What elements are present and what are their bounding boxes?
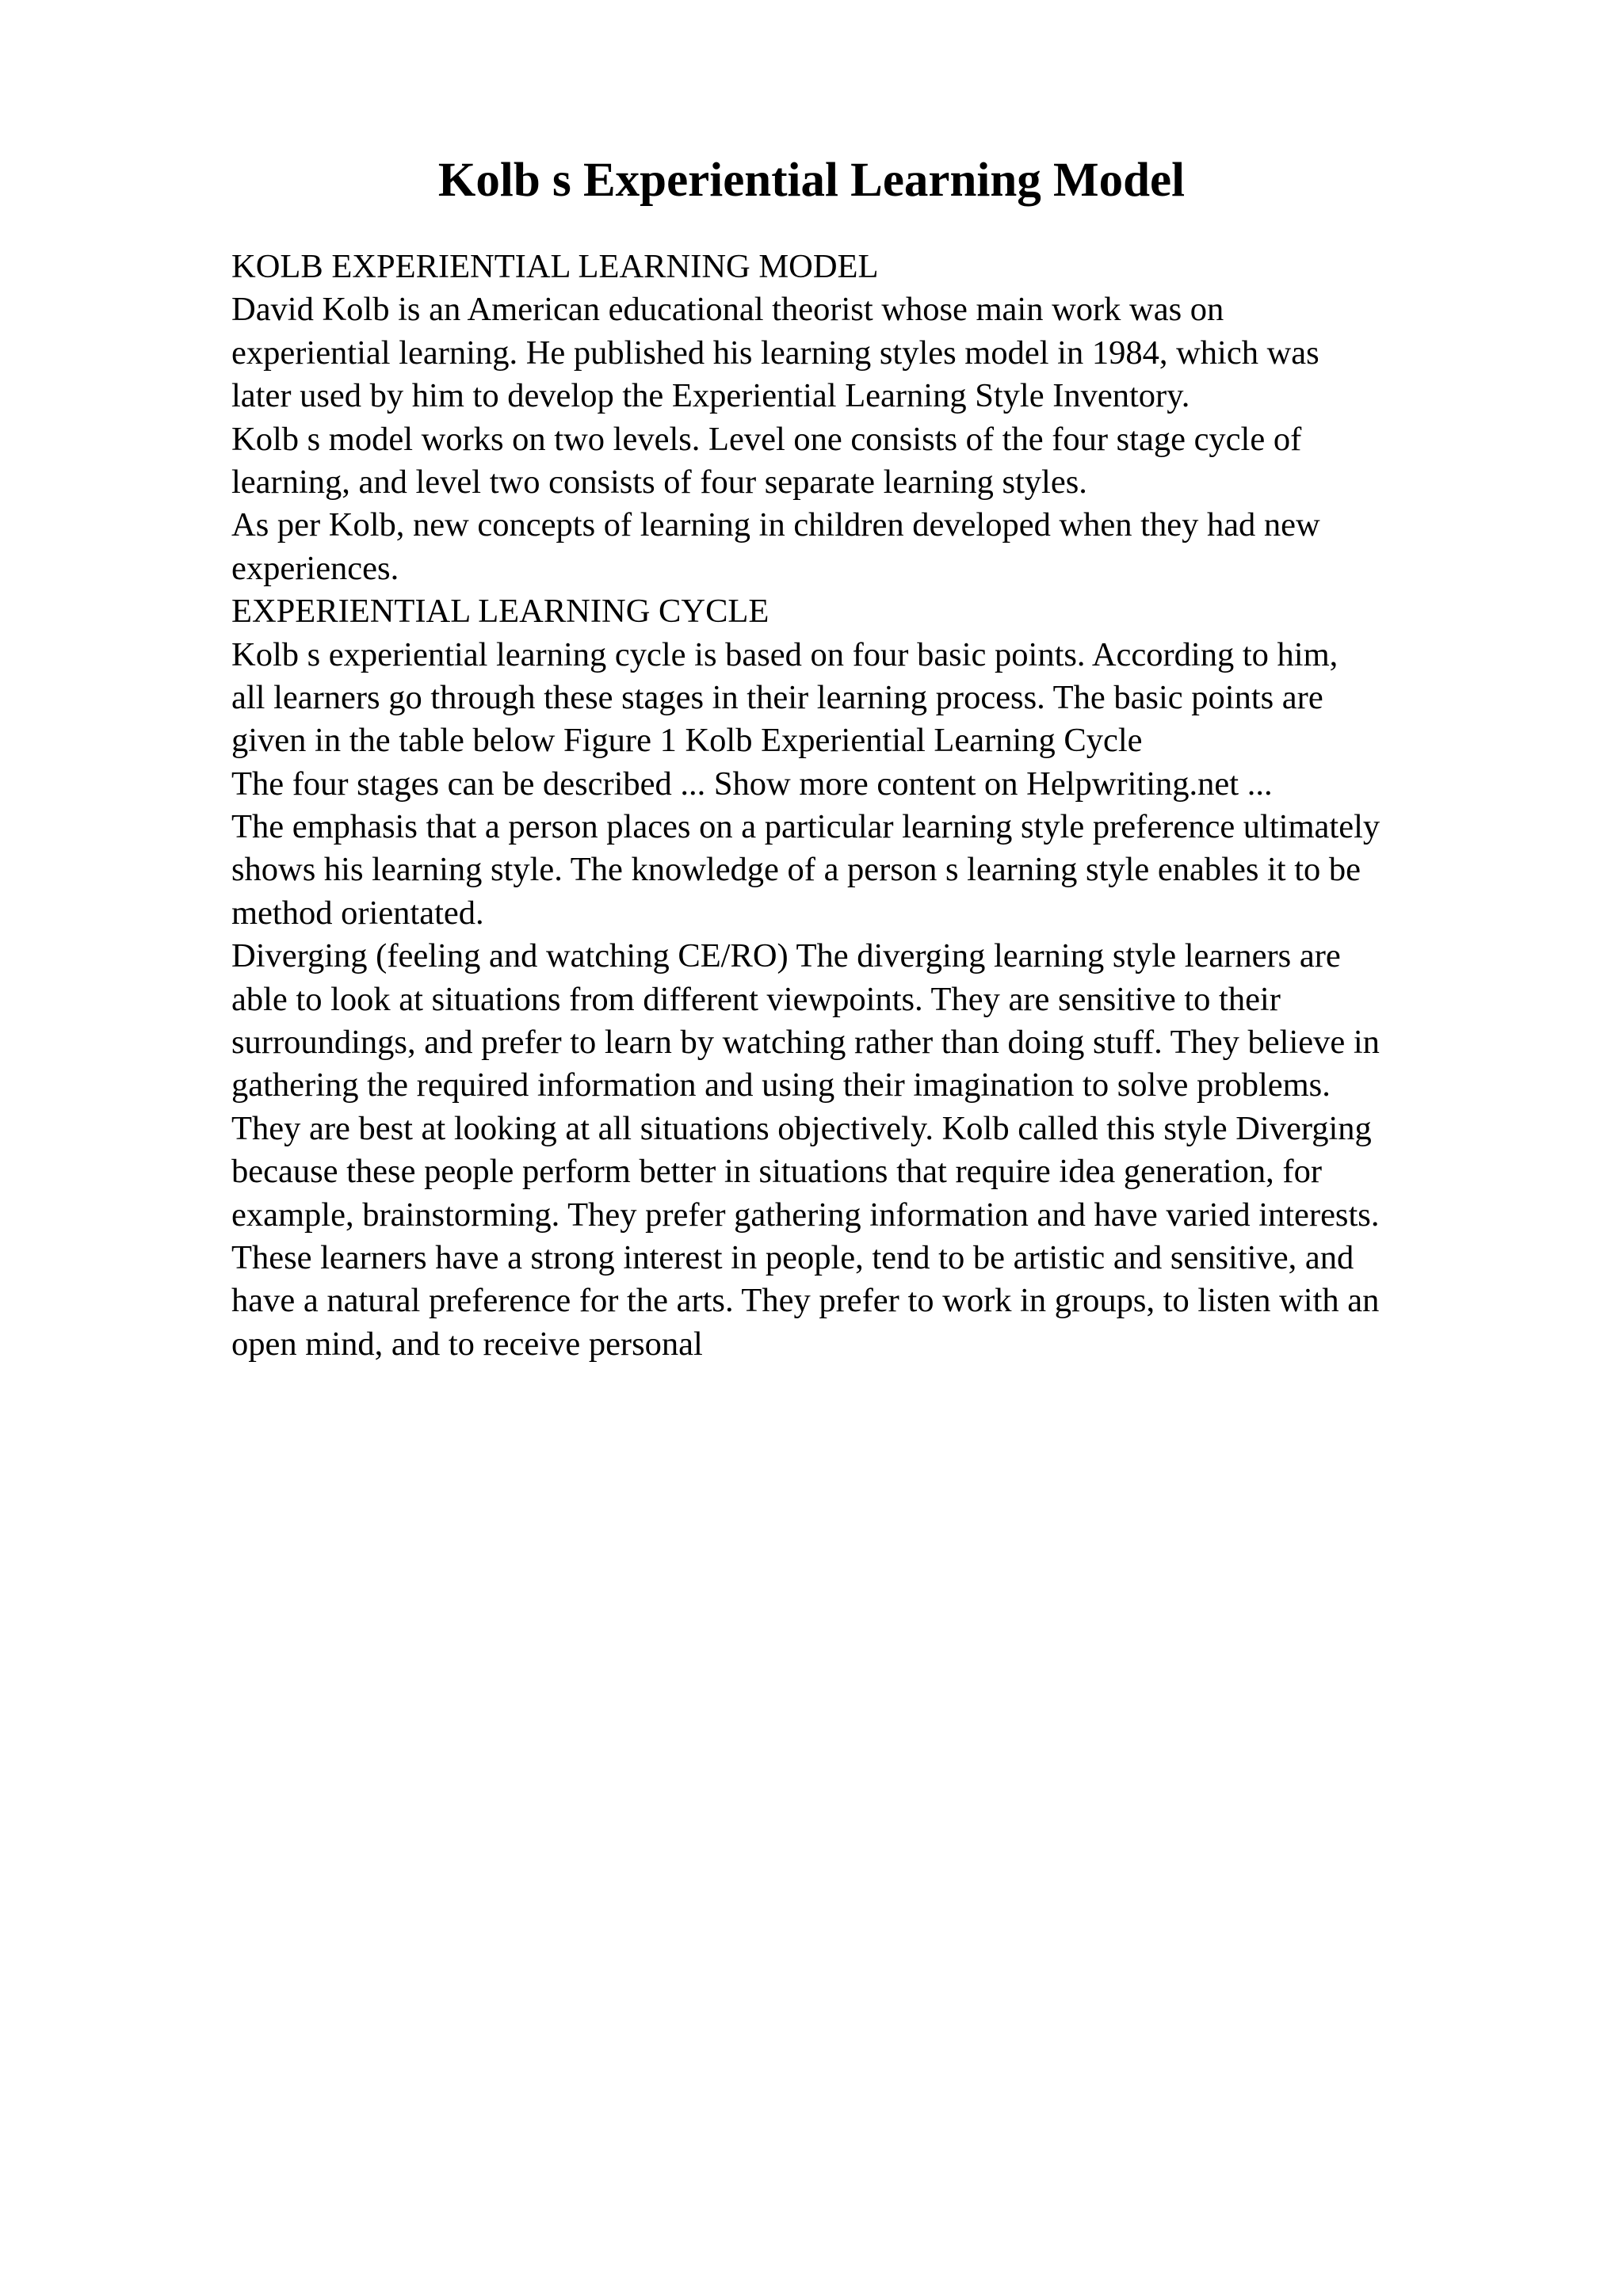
heading-kolb-model: KOLB EXPERIENTIAL LEARNING MODEL	[231, 248, 879, 285]
text-line: surroundings, and prefer to learn by watching rather than doing stuff. They believe in	[231, 1024, 1380, 1062]
text-line: gathering the required information and using their imagination to solve problems.	[231, 1066, 1331, 1104]
heading-learning-cycle: EXPERIENTIAL LEARNING CYCLE	[231, 593, 769, 631]
text-line: Diverging (feeling and watching CE/RO) The diverging learning style learners are	[231, 937, 1341, 975]
text-line: have a natural preference for the arts. They prefer to work in groups, to listen with an	[231, 1282, 1380, 1320]
text-line: because these people perform better in situations that require idea generation, for	[231, 1153, 1322, 1191]
text-line: experiential learning. He published his learning styles model in 1984, which was	[231, 334, 1319, 372]
text-line: given in the table below Figure 1 Kolb Experiential Learning Cycle	[231, 722, 1143, 760]
text-line: These learners have a strong interest in people, tend to be artistic and sensitive, and	[231, 1238, 1354, 1276]
text-line: Kolb s model works on two levels. Level one consists of the four stage cycle of	[231, 420, 1302, 458]
text-line: The emphasis that a person places on a particular learning style preference ultimately	[231, 808, 1381, 846]
text-line: shows his learning style. The knowledge of a person s learning style enables it to be	[231, 851, 1361, 889]
text-line: open mind, and to receive personal	[231, 1325, 703, 1363]
text-line: method orientated.	[231, 894, 484, 932]
text-line: example, brainstorming. They prefer gathering information and have varied interests.	[231, 1196, 1380, 1234]
text-line: The four stages can be described ... Show more content on Helpwriting.net ...	[231, 765, 1273, 803]
text-line: later used by him to develop the Experiential Learning Style Inventory.	[231, 377, 1190, 415]
text-line: learning, and level two consists of four separate learning styles.	[231, 463, 1087, 501]
text-line: As per Kolb, new concepts of learning in children developed when they had new	[231, 506, 1320, 544]
text-line: able to look at situations from different viewpoints. They are sensitive to their	[231, 980, 1281, 1018]
text-line: all learners go through these stages in their learning process. The basic points are	[231, 678, 1323, 716]
text-line: experiences.	[231, 549, 399, 587]
text-line: David Kolb is an American educational theorist whose main work was on	[231, 291, 1224, 329]
document-title: Kolb s Experiential Learning Model	[437, 154, 1186, 207]
text-line: Kolb s experiential learning cycle is based on four basic points. According to him,	[231, 635, 1338, 673]
document-body	[231, 246, 1515, 1366]
text-line: They are best at looking at all situations objectively. Kolb called this style Diverging	[231, 1109, 1372, 1147]
